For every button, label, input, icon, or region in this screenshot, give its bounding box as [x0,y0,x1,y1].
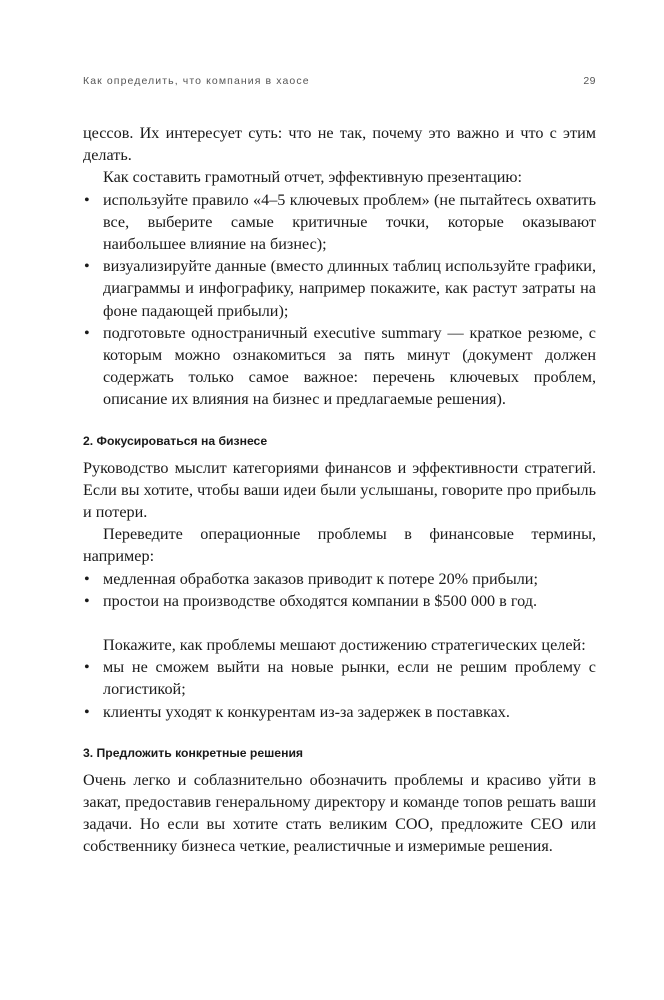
section-heading-business: 2. Фокусироваться на бизнесе [83,433,268,448]
paragraph-business-3: Покажите, как проблемы мешают достижению стратегических целей: [103,636,586,655]
list-item [83,568,596,590]
list-item [83,255,596,322]
report-tips-list [83,189,596,411]
list-item-text: подготовьте одностраничный executive summary — краткое резюме, с которым можно ознакомиться за пять минут (документ должен содержать только самое важное: перечень ключевых проблем, описание их влияния на бизнес и предлагаемые решения). [103,323,596,409]
paragraph-continued: цессов. Их интересует суть: что не так, почему это важно и что с этим делать. [83,124,596,165]
list-item-text: медленная обработка заказов приводит к потере 20% прибыли; [103,569,538,588]
list-item [83,701,596,723]
list-item [83,189,596,256]
section-heading-solutions: 3. Предложить конкретные решения [83,745,304,760]
bullet-icon: • [84,702,90,721]
bullet-icon: • [84,190,90,209]
bullet-icon: • [84,323,90,342]
paragraph-business-2: Переведите операционные проблемы в финансовые термины, например: [83,525,596,566]
list-item-text: мы не сможем выйти на новые рынки, если не решим проблему с логистикой; [103,658,596,699]
paragraph-solutions: Очень легко и соблазнительно обозначить проблемы и красиво уйти в закат, предоставив генеральному директору и команде топов решать ваши задачи. Но если вы хотите стать великим COO, предложите CEO или собственнику бизнеса четкие, реалистичные и измеримые решения. [83,770,596,856]
list-item-text: визуализируйте данные (вместо длинных таблиц используйте графики, диаграммы и инфографику, например покажите, как растут затраты на фоне падающей прибыли); [103,257,596,320]
paragraph-report: Как составить грамотный отчет, эффективную презентацию: [103,168,523,187]
list-item [83,656,596,700]
strategic-examples-list [83,656,596,723]
list-item-text: простои на производстве обходятся компании в $500 000 в год. [103,591,538,610]
list-item [83,590,596,612]
bullet-icon: • [84,658,90,677]
list-item-text: используйте правило «4–5 ключевых проблем» (не пытайтесь охватить все, выберите самые критичные точки, которые оказывают наибольшее влияние на бизнес); [103,190,596,254]
list-item [83,322,596,411]
page-number: 29 [583,75,596,87]
running-title: Как определить, что компания в хаосе [83,75,310,87]
bullet-icon: • [84,569,90,588]
financial-examples-list [83,568,596,612]
list-item-text: клиенты уходят к конкурентам из-за задержек в поставках. [103,702,510,721]
paragraph-business-1: Руководство мыслит категориями финансов и эффективности стратегий. Если вы хотите, чтобы ваши идеи были услышаны, говорите про прибыль и потери. [83,458,596,522]
page-body [83,122,596,858]
running-header [83,75,596,91]
bullet-icon: • [84,591,90,610]
bullet-icon: • [84,257,90,276]
